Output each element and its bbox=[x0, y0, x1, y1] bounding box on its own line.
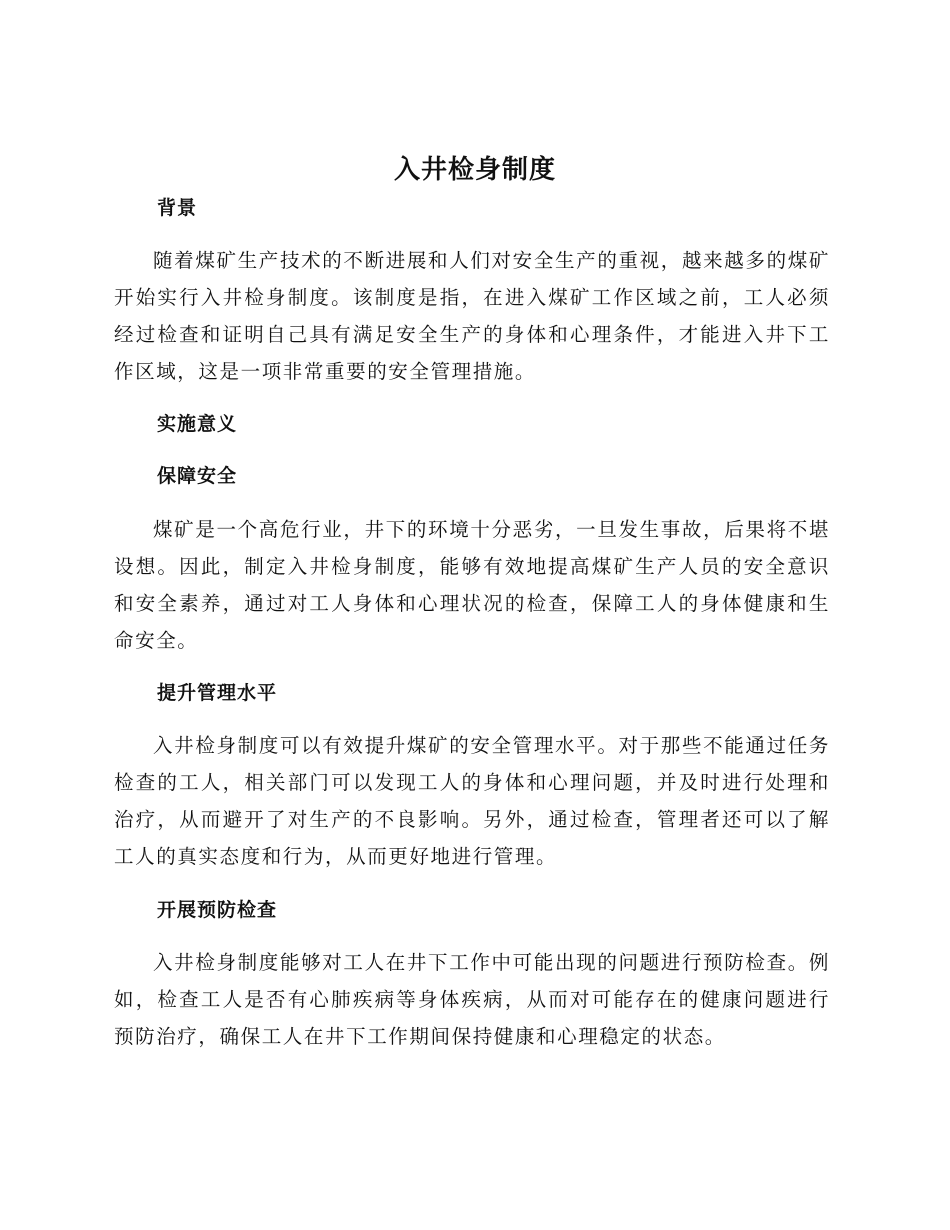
paragraph-prevention: 入井检身制度能够对工人在井下工作中可能出现的问题进行预防检查。例如，检查工人是否有心肺疾病等身体疾病，从而对可能存在的健康问题进行预防治疗，确保工人在井下工作期间保持健康和心理稳定的状态。 bbox=[114, 951, 830, 1048]
paragraph-safety: 煤矿是一个高危行业，井下的环境十分恶劣，一旦发生事故，后果将不堪设想。因此，制定入井检身制度，能够有效地提高煤矿生产人员的安全意识和安全素养，通过对工人身体和心理状况的检查，保障工人的身体健康和生命安全。 bbox=[114, 518, 830, 652]
heading-background: 背景 bbox=[157, 197, 198, 219]
heading-safety: 保障安全 bbox=[157, 465, 238, 487]
heading-prevention: 开展预防检查 bbox=[157, 899, 278, 921]
heading-significance: 实施意义 bbox=[157, 413, 238, 435]
heading-management: 提升管理水平 bbox=[157, 682, 278, 704]
paragraph-background: 随着煤矿生产技术的不断进展和人们对安全生产的重视，越来越多的煤矿开始实行入井检身制度。该制度是指，在进入煤矿工作区域之前，工人必须经过检查和证明自己具有满足安全生产的身体和心理条件，才能进入井下工作区域，这是一项非常重要的安全管理措施。 bbox=[114, 249, 830, 383]
document-title: 入井检身制度 bbox=[393, 155, 556, 185]
paragraph-management: 入井检身制度可以有效提升煤矿的安全管理水平。对于那些不能通过任务检查的工人，相关部门可以发现工人的身体和心理问题，并及时进行处理和治疗，从而避开了对生产的不良影响。另外，通过检查，管理者还可以了解工人的真实态度和行为，从而更好地进行管理。 bbox=[114, 734, 830, 868]
